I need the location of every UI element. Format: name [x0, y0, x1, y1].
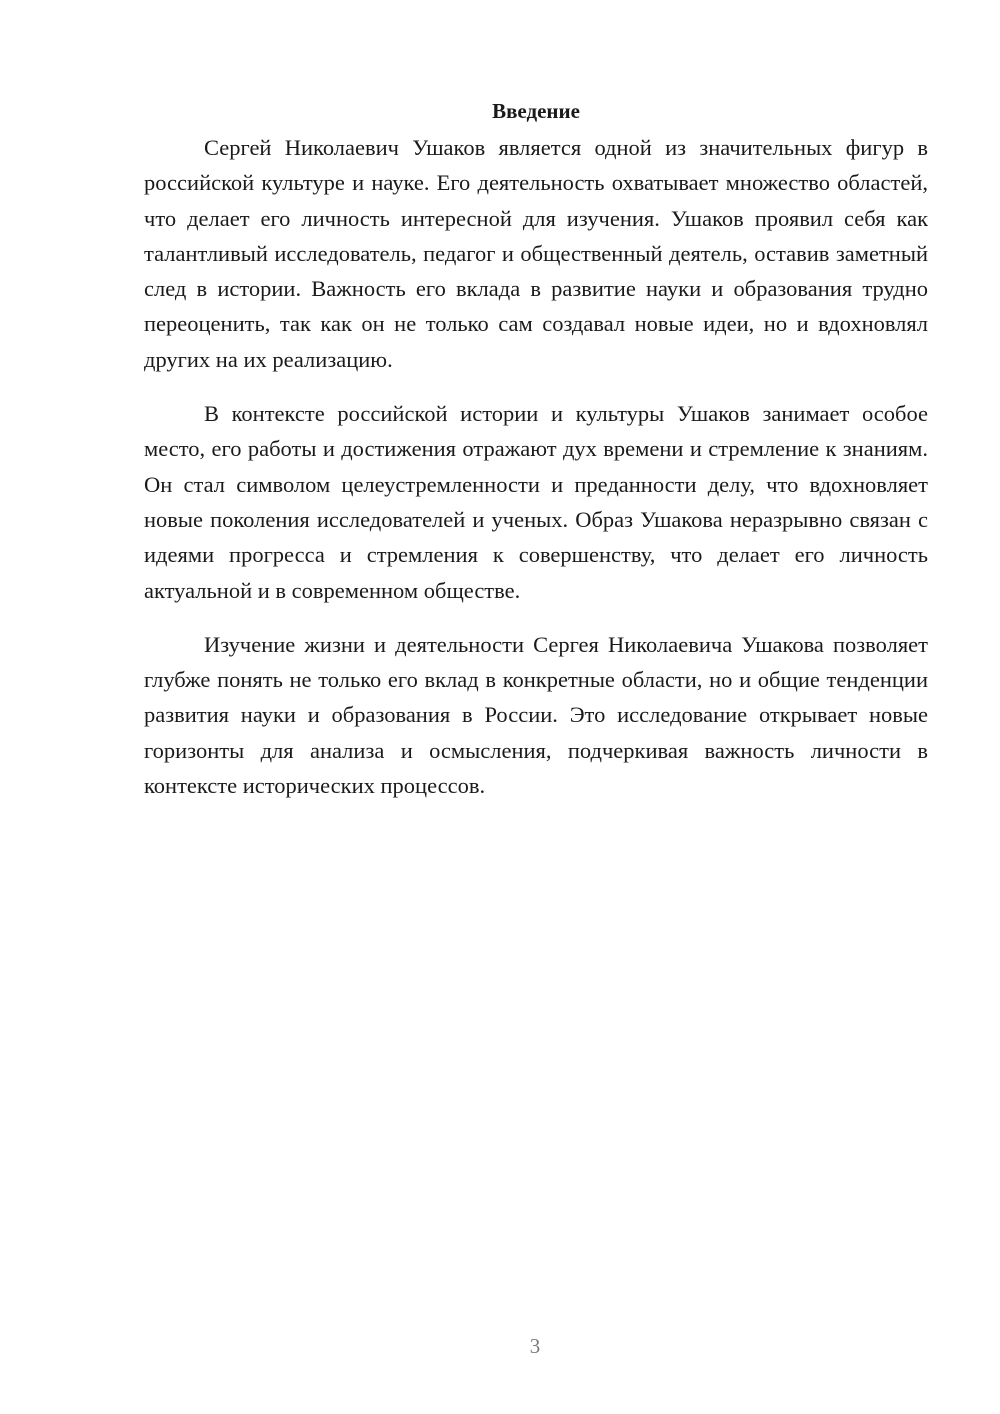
- page-number: 3: [529, 1334, 541, 1358]
- paragraph-3: Изучение жизни и деятельности Сергея Николаевича Ушакова позволяет глубже понять не только его вклад в конкретные области, но и общие тенденции развития науки и образования в России. Это исследование открывает новые горизонты для анализа и осмысления, подчеркивая важность личности в контексте исторических процессов.: [144, 631, 928, 799]
- page-content: [144, 96, 928, 822]
- paragraph-2: В контексте российской истории и культуры Ушаков занимает особое место, его работы и достижения отражают дух времени и стремление к знаниям. Он стал символом целеустремленности и преданности делу, что вдохновляет новые поколения исследователей и ученых. Образ Ушакова неразрывно связан с идеями прогресса и стремления к совершенству, что делает его личность актуальной и в современном обществе.: [144, 401, 928, 603]
- section-title: Введение: [492, 99, 580, 123]
- paragraph-1: Сергей Николаевич Ушаков является одной из значительных фигур в российской культуре и науке. Его деятельность охватывает множество областей, что делает его личность интересной для изучения. Ушаков проявил себя как талантливый исследователь, педагог и общественный деятель, оставив заметный след в истории. Важность его вклада в развитие науки и образования трудно переоценить, так как он не только сам создавал новые идеи, но и вдохновлял других на их реализацию.: [144, 135, 928, 372]
